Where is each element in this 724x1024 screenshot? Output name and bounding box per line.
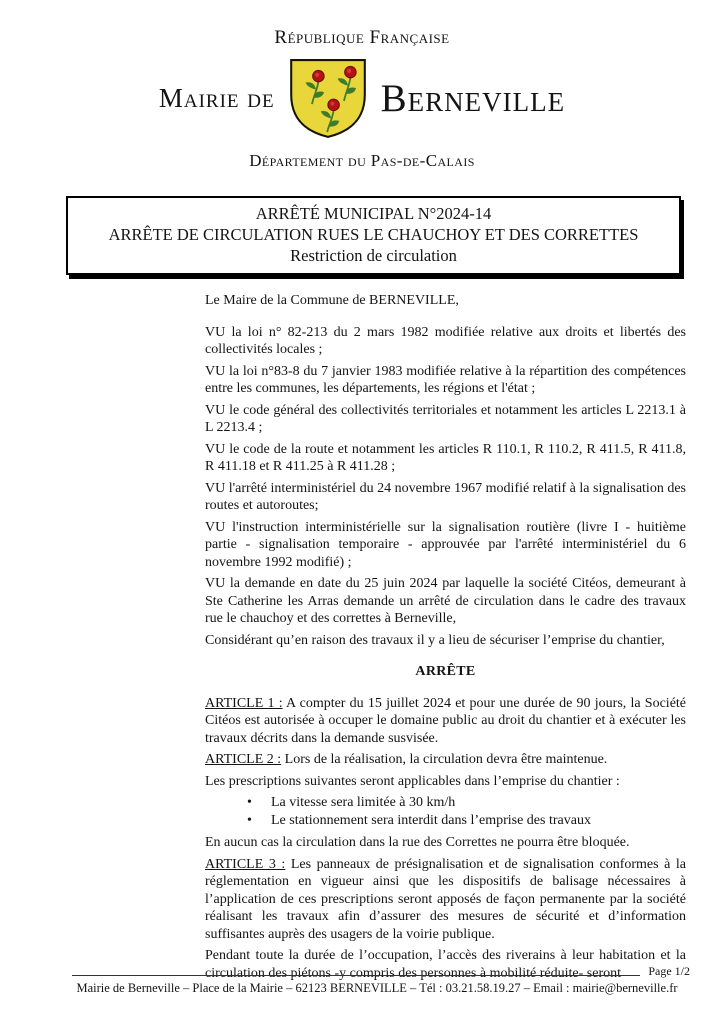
prescriptions-list [205, 794, 686, 829]
article-1-text: A compter du 15 juillet 2024 et pour une durée de 90 jours, la Société Citéos est autorisée à occuper le domaine public au droit du chantier et à exécuter les travaux décrits dans la demande susvisée. [205, 695, 687, 746]
intro-line: Le Maire de la Commune de BERNEVILLE, [205, 293, 459, 308]
letterhead [0, 0, 724, 171]
footer-divider [72, 975, 640, 976]
list-item [205, 794, 686, 812]
article-3-text: Les panneaux de présignalisation et de signalisation conformes à la réglementation en vigueur ainsi que les dispositifs de balisage nécessaires à l’application de ces prescriptions seront apposés de façon permanente par la société réalisant les travaux afin d’assurer des mesures de sécurité et d’information suffisantes auprès des usagers de la voirie publique. [205, 856, 687, 942]
mairie-de-label: Mairie de [158, 82, 275, 113]
no-block-paragraph: En aucun cas la circulation dans la rue des Correttes ne pourra être bloquée. [205, 835, 630, 850]
pendant-paragraph: Pendant toute la durée de l’occupation, l’accès des riverains à leur habitation et la circulation des piétons -y compris des personnes à mobilité réduite- seront [205, 948, 686, 981]
mairie-title-row [0, 54, 724, 142]
vu-paragraph: VU la demande en date du 25 juin 2024 par laquelle la société Citéos, demeurant à Ste Catherine les Arras demande un arrêté de circulation dans le cadre des travaux rue le chauchoy et des correttes à Berneville, [205, 576, 686, 626]
commune-name: Berneville [380, 76, 566, 120]
decree-body [205, 292, 686, 982]
vu-paragraph: VU le code général des collectivités territoriales et notamment les articles L 2213.1 à L 2213.4 ; [205, 402, 686, 435]
vu-paragraph: VU l'arrêté interministériel du 24 novembre 1967 modifié relatif à la signalisation des routes et autoroutes; [205, 480, 686, 513]
list-item [205, 812, 686, 830]
article-1 [205, 695, 686, 748]
decree-number: ARRÊTÉ MUNICIPAL N°2024-14 [255, 204, 492, 223]
article-3-label: ARTICLE 3 : [205, 856, 286, 872]
republic-line: République Française [274, 27, 450, 48]
page-footer [0, 964, 724, 996]
article-3 [205, 856, 686, 944]
decree-subtitle: Restriction de circulation [290, 246, 457, 265]
decree-title-box [66, 196, 681, 275]
vu-paragraph: VU l'instruction interministérielle sur la signalisation routière (livre I - huitième partie - signalisation temporaire - approuvée par l'arrêté interministériel du 6 novembre 1992 modifié) ; [205, 519, 686, 570]
departement-line: Département du Pas-de-Calais [249, 151, 475, 170]
article-1-label: ARTICLE 1 : [205, 695, 283, 711]
considerant-paragraph: Considérant qu’en raison des travaux il y a lieu de sécuriser l’emprise du chantier, [205, 632, 665, 648]
mairie-address-line: Mairie de Berneville – Place de la Mairie – 62123 BERNEVILLE – Tél : 03.21.58.19.27 – Email : mairie@berneville.fr [76, 981, 678, 995]
page-number-row [72, 964, 690, 979]
list-item-text: Le stationnement sera interdit dans l’emprise des travaux [271, 812, 591, 828]
vu-paragraph: VU la loi n°83-8 du 7 janvier 1983 modifiée relative à la répartition des compétences entre les communes, les départements, les régions et l'état ; [205, 363, 686, 396]
article-2-text: Lors de la réalisation, la circulation devra être maintenue. [284, 752, 608, 767]
arrete-heading: ARRÊTE [415, 664, 476, 679]
bullet-icon: • [247, 795, 252, 810]
list-item-text: La vitesse sera limitée à 30 km/h [271, 795, 456, 810]
decree-subject: ARRÊTE DE CIRCULATION RUES LE CHAUCHOY ET DES CORRETTES [108, 225, 639, 244]
vu-paragraph: VU la loi n° 82-213 du 2 mars 1982 modifiée relative aux droits et libertés des collectivités locales ; [205, 324, 686, 357]
article-2 [205, 751, 686, 769]
bullet-icon: • [247, 812, 252, 828]
berneville-coat-of-arms-icon [288, 57, 368, 140]
page-number: Page 1/2 [648, 964, 690, 978]
vu-paragraph: VU le code de la route et notamment les articles R 110.1, R 110.2, R 411.5, R 411.8, R 411.18 et R 411.25 à R 411.28 ; [205, 441, 686, 474]
prescriptions-intro: Les prescriptions suivantes seront applicables dans l’emprise du chantier : [205, 773, 620, 789]
article-2-label: ARTICLE 2 : [205, 752, 282, 767]
